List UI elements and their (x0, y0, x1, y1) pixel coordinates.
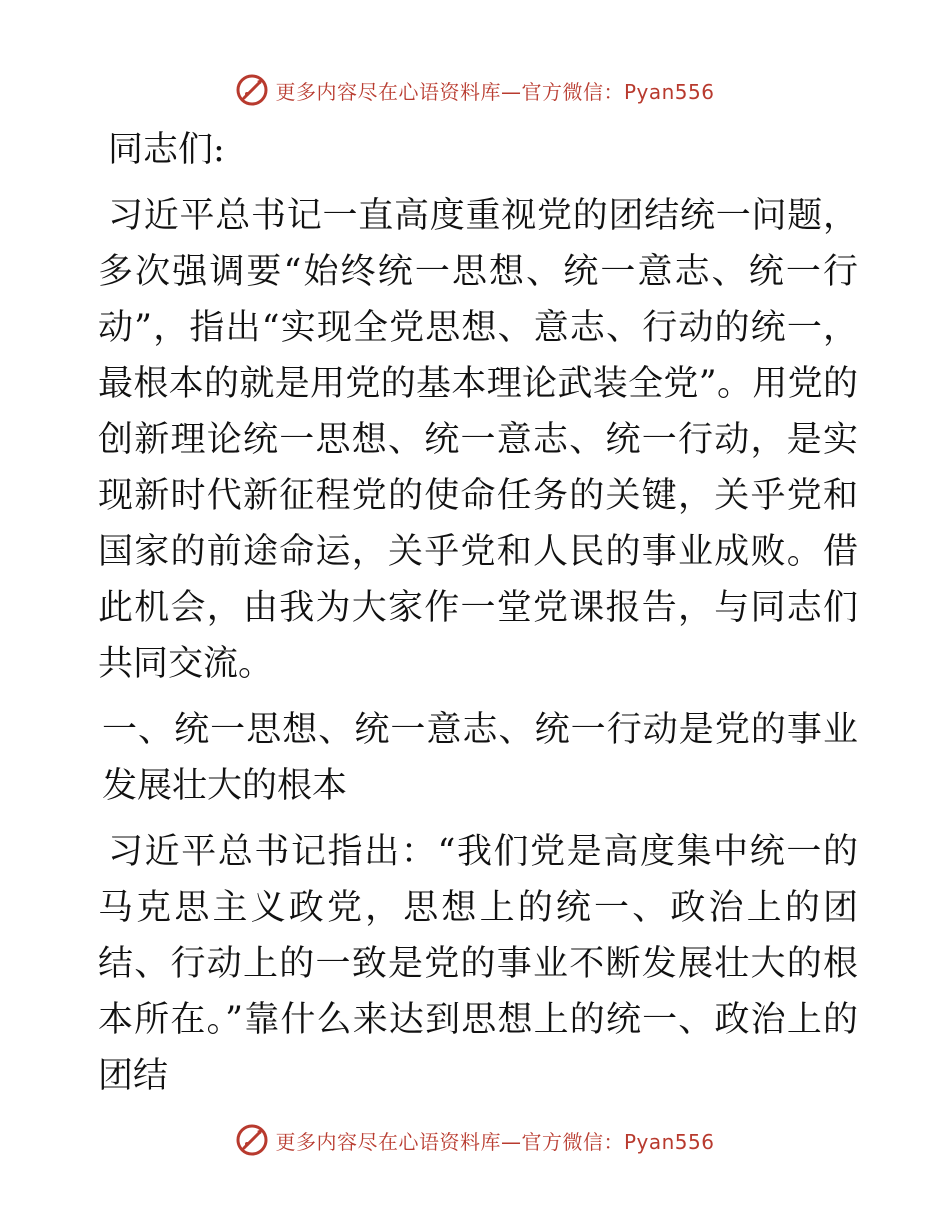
section-heading: 一、统一思想、统一意志、统一行动是党的事业发展壮大的根本 (102, 710, 858, 806)
greeting: 同志们: (108, 130, 225, 170)
red-quill-logo-icon (235, 1123, 269, 1157)
paragraph: 习近平总书记指出：“我们党是高度集中统一的马克思主义政党，思想上的统一、政治上的团结、行动上的一致是党的事业不断发展壮大的根本所在。”靠什么来达到思想上的统一、政治上的团结 (98, 832, 858, 1096)
paragraph: 习近平总书记一直高度重视党的团结统一问题，多次强调要“始终统一思想、统一意志、统一行动”，指出“实现全党思想、意志、行动的统一，最根本的就是用党的基本理论武装全党”。用党的创新理论统一思想、统一意志、统一行动，是实现新时代新征程党的使命任务的关键，关乎党和国家的前途命运，关乎党和人民的事业成败。借此机会，由我为大家作一堂党课报告，与同志们共同交流。 (98, 196, 858, 684)
red-quill-logo-icon (235, 73, 269, 107)
footer-banner-text: 更多内容尽在心语资料库—官方微信：Pyan556 (275, 1129, 715, 1154)
document-body (98, 122, 858, 1104)
header-banner-text: 更多内容尽在心语资料库—官方微信：Pyan556 (275, 79, 715, 104)
header-banner (0, 70, 950, 110)
footer-banner (0, 1120, 950, 1160)
